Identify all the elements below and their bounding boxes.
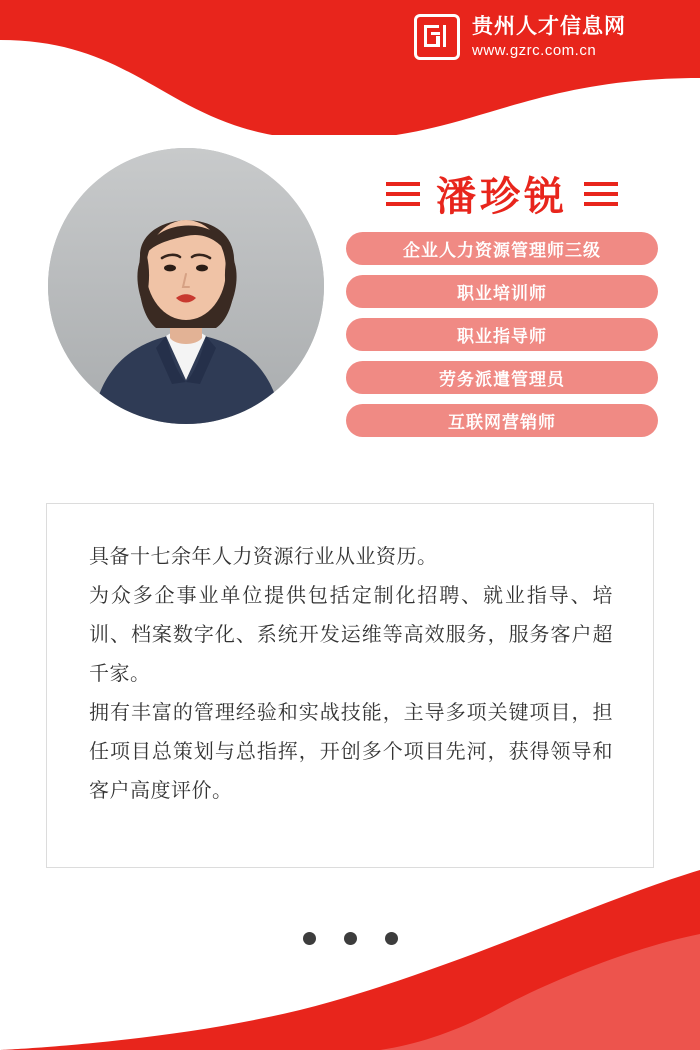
pagination-dot[interactable]: [303, 932, 316, 945]
avatar: [48, 148, 324, 424]
credential-badge: 互联网营销师: [346, 404, 658, 437]
gzrc-logo-icon: [414, 14, 460, 60]
biography-paragraph: 拥有丰富的管理经验和实战技能，主导多项关键项目，担任项目总策划与总指挥，开创多个项目先河，获得领导和客户高度评价。: [89, 702, 613, 802]
pagination-dots[interactable]: [0, 932, 700, 945]
site-name: 贵州人才信息网: [472, 14, 626, 38]
biography-paragraph: 具备十七余年人力资源行业从业资历。: [89, 546, 438, 568]
credential-badge: 企业人力资源管理师三级: [346, 232, 658, 265]
portrait-photo: [48, 148, 324, 424]
decor-bars-right-icon: [584, 180, 618, 206]
decor-bars-left-icon: [386, 180, 420, 206]
credential-badge: 劳务派遣管理员: [346, 361, 658, 394]
biography-panel: [46, 503, 654, 868]
credential-list: [346, 232, 658, 447]
bottom-decoration: [0, 860, 700, 1050]
site-logo[interactable]: [414, 14, 626, 60]
site-url: www.gzrc.com.cn: [472, 41, 597, 59]
pagination-dot[interactable]: [344, 932, 357, 945]
name-row: [346, 162, 658, 224]
person-name: 潘珍锐: [436, 174, 568, 219]
biography-paragraph: 为众多企事业单位提供包括定制化招聘、就业指导、培训、档案数字化、系统开发运维等高效服务，服务客户超千家。: [89, 585, 613, 685]
pagination-dot[interactable]: [385, 932, 398, 945]
credential-badge: 职业培训师: [346, 275, 658, 308]
credential-badge: 职业指导师: [346, 318, 658, 351]
logo-text-block: [472, 15, 626, 59]
